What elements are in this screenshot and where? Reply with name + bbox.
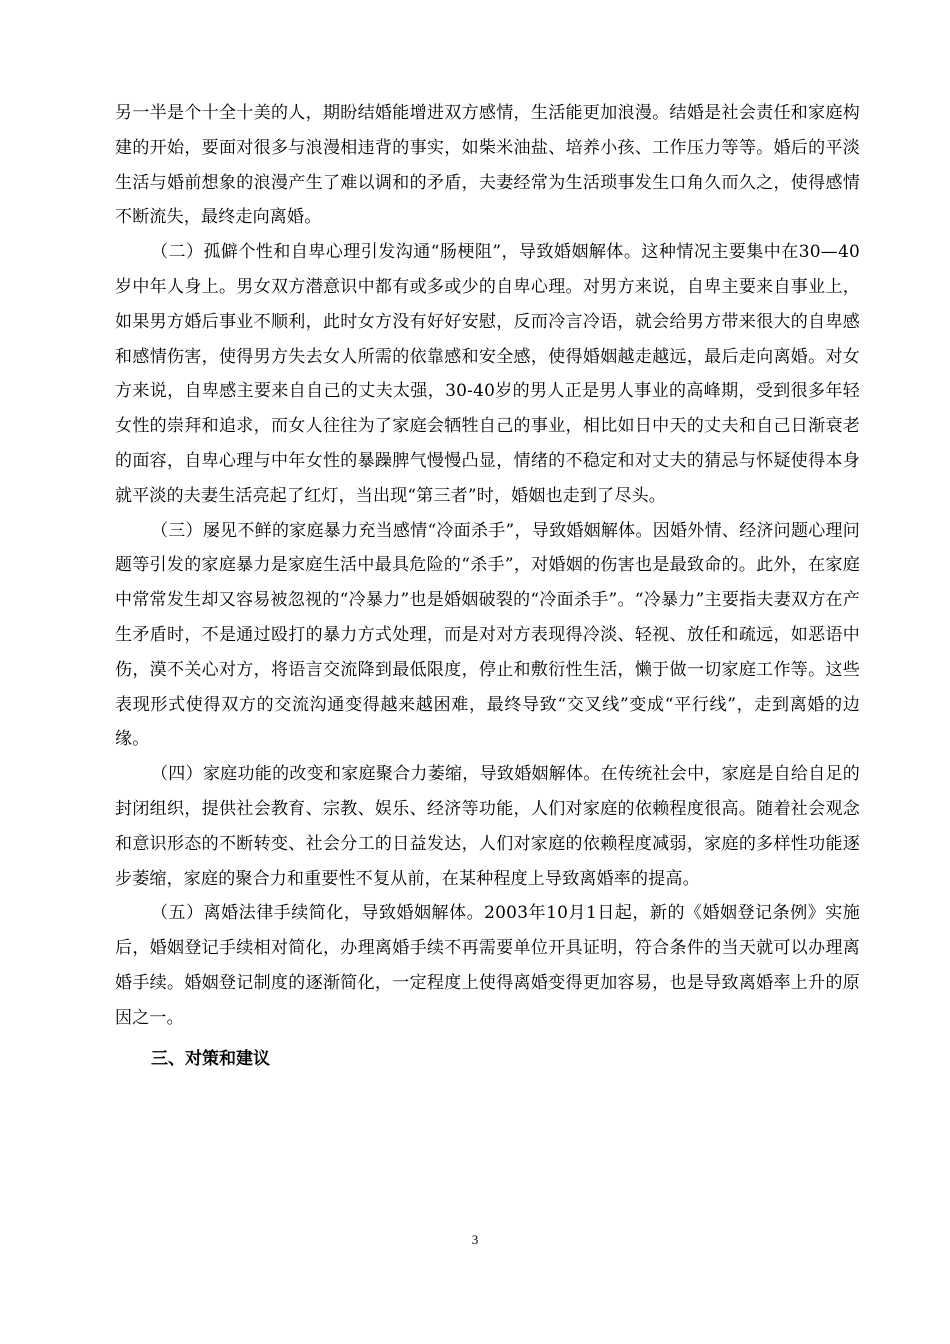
paragraph-section-4: （四）家庭功能的改变和家庭聚合力萎缩，导致婚姻解体。在传统社会中，家庭是自给自足的封闭组织，提供社会教育、宗教、娱乐、经济等功能，人们对家庭的依赖程度很高。随着社会观念和意识形态的不断转变、社会分工的日益发达，人们对家庭的依赖程度减弱，家庭的多样性功能逐步萎缩，家庭的聚合力和重要性不复从前，在某种程度上导致离婚率的提高。 bbox=[115, 764, 860, 889]
paragraph-section-5: （五）离婚法律手续简化，导致婚姻解体。2003年10月1日起，新的《婚姻登记条例》实施后，婚姻登记手续相对简化，办理离婚手续不再需要单位开具证明，符合条件的当天就可以办理离婚手续。婚姻登记制度的逐渐简化，一定程度上使得离婚变得更加容易，也是导致离婚率上升的原因之一。 bbox=[115, 903, 860, 1028]
section-heading: 三、对策和建议 bbox=[151, 1048, 270, 1069]
paragraph-continuation: 另一半是个十全十美的人，期盼结婚能增进双方感情，生活能更加浪漫。结婚是社会责任和家庭构建的开始，要面对很多与浪漫相违背的事实，如柴米油盐、培养小孩、工作压力等等。婚后的平淡生活与婚前想象的浪漫产生了难以调和的矛盾，夫妻经常为生活琐事发生口角久而久之，使得感情不断流失，最终走向离婚。 bbox=[115, 103, 860, 228]
page-body bbox=[115, 96, 860, 1076]
paragraph-section-3: （三）屡见不鲜的家庭暴力充当感情“冷面杀手”，导致婚姻解体。因婚外情、经济问题心理问题等引发的家庭暴力是家庭生活中最具危险的“杀手”，对婚姻的伤害也是最致命的。此外，在家庭中常常发生却又容易被忽视的“冷暴力”也是婚姻破裂的“冷面杀手”。“冷暴力”主要指夫妻双方在产生矛盾时，不是通过殴打的暴力方式处理，而是对对方表现得冷淡、轻视、放任和疏远，如恶语中伤，漠不关心对方，将语言交流降到最低限度，停止和敷衍性生活，懒于做一切家庭工作等。这些表现形式使得双方的交流沟通变得越来越困难，最终导致“交叉线”变成“平行线”，走到离婚的边缘。 bbox=[115, 520, 860, 750]
paragraph-section-2: （二）孤僻个性和自卑心理引发沟通“肠梗阻”，导致婚姻解体。这种情况主要集中在30—40岁中年人身上。男女双方潜意识中都有或多或少的自卑心理。对男方来说，自卑主要来自事业上，如果男方婚后事业不顺利，此时女方没有好好安慰，反而冷言冷语，就会给男方带来很大的自卑感和感情伤害，使得男方失去女人所需的依靠感和安全感，使得婚姻越走越远，最后走向离婚。对女方来说，自卑感主要来自自己的丈夫太强，30-40岁的男人正是男人事业的高峰期，受到很多年轻女性的崇拜和追求，而女人往往为了家庭会牺牲自己的事业，相比如日中天的丈夫和自己日渐衰老的面容，自卑心理与中年女性的暴躁脾气慢慢凸显，情绪的不稳定和对丈夫的猜忌与怀疑使得本身就平淡的夫妻生活亮起了红灯，当出现“第三者”时，婚姻也走到了尽头。 bbox=[115, 242, 860, 506]
page-number: 3 bbox=[471, 1232, 479, 1247]
